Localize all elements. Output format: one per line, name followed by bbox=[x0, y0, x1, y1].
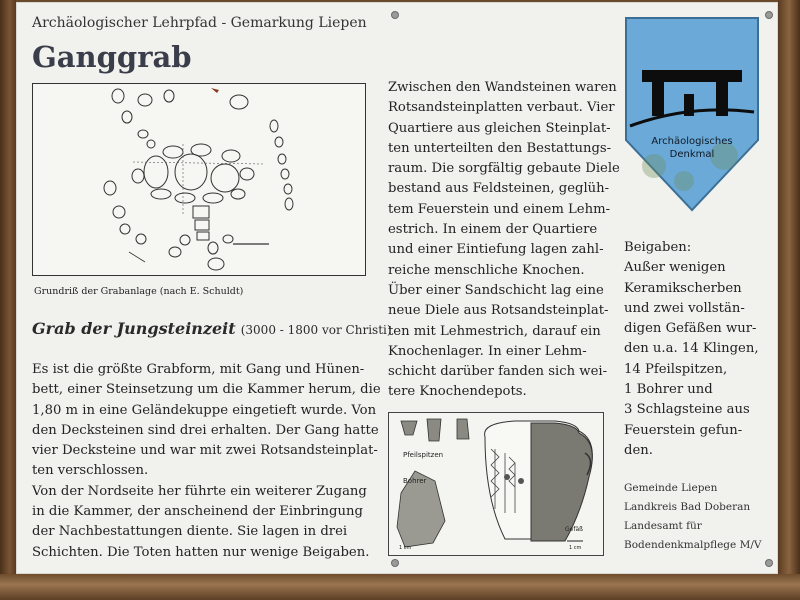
text-line: Außer wenigen bbox=[624, 260, 726, 276]
text-line: Quartiere aus gleichen Steinplat- bbox=[388, 120, 611, 136]
text-line: Knochenlager. In einer Lehm- bbox=[388, 343, 587, 359]
text-line: 1 Bohrer und bbox=[624, 382, 713, 398]
text-line: ten mit Lehmestrich, darauf ein bbox=[388, 323, 601, 339]
text-line: neue Diele aus Rotsandsteinplat- bbox=[388, 303, 609, 319]
scale-vessel: 1 cm bbox=[569, 545, 582, 551]
text-line: Es ist die größte Grabform, mit Gang und Hünen- bbox=[32, 362, 365, 377]
text-line: digen Gefäßen wur- bbox=[624, 321, 757, 337]
sign-header: Archäologischer Lehrpfad - Gemarkung Liepen bbox=[32, 15, 367, 31]
text-line: in die Kammer, der anscheinend der Einbringung bbox=[32, 504, 363, 520]
dolmen-shield-icon bbox=[624, 16, 760, 212]
emblem-line-2: Denkmal bbox=[669, 149, 715, 160]
info-sign-panel bbox=[16, 2, 778, 574]
text-line: raum. Die sorgfältig gebaute Diele bbox=[388, 161, 620, 177]
text-line: Rotsandsteinplatten verbaut. Vier bbox=[388, 100, 615, 116]
scale-small: 1 cm bbox=[399, 545, 412, 551]
text-line: Von der Nordseite her führte ein weiterer Zugang bbox=[32, 483, 367, 499]
wood-frame-bottom bbox=[0, 574, 800, 600]
screw-icon bbox=[766, 12, 772, 18]
text-line: Keramikscherben bbox=[624, 280, 742, 296]
text-line: ten unterteilten den Bestattungs- bbox=[388, 140, 612, 156]
text-line: tem Feuerstein und einem Lehm- bbox=[388, 201, 611, 217]
text-line: und einer Eintiefung lagen zahl- bbox=[388, 242, 604, 258]
artifacts-figure bbox=[388, 412, 604, 556]
section-heading bbox=[32, 319, 392, 338]
grave-plan-drawing bbox=[33, 84, 365, 275]
text-line: und zwei vollstän- bbox=[624, 300, 745, 316]
text-line: den u.a. 14 Klingen, bbox=[624, 341, 759, 357]
text-line: bett, einer Steinsetzung um die Kammer herum, die bbox=[32, 382, 381, 398]
grave-plan-figure bbox=[32, 83, 366, 276]
wood-frame-left bbox=[0, 0, 16, 600]
body-text-column-2 bbox=[388, 78, 620, 403]
plan-caption: Grundriß der Grabanlage (nach E. Schuldt) bbox=[34, 286, 244, 297]
credit-line: Bodendenkmalpflege M/V bbox=[624, 539, 762, 551]
body-text-column-1 bbox=[32, 360, 381, 563]
emblem-line-1: Archäologisches bbox=[651, 136, 733, 147]
section-title: Grab der Jungsteinzeit bbox=[32, 319, 236, 338]
label-vessel: Gefäß bbox=[565, 526, 583, 533]
credit-line: Landkreis Bad Doberan bbox=[624, 501, 751, 513]
text-line: tere Knochendepots. bbox=[388, 384, 527, 400]
screw-icon bbox=[392, 12, 398, 18]
text-line: Beigaben: bbox=[624, 240, 692, 255]
monument-emblem bbox=[624, 16, 760, 212]
text-line: den Decksteinen sind drei erhalten. Der Gang hatte bbox=[32, 422, 379, 438]
wood-frame-right bbox=[778, 0, 800, 600]
text-line: vier Decksteine und war mit zwei Rotsandsteinplat- bbox=[32, 443, 378, 459]
artifacts-drawing bbox=[389, 413, 603, 555]
vessel-drawing bbox=[485, 421, 593, 541]
page-title: Ganggrab bbox=[32, 40, 192, 74]
text-line: Feuerstein gefun- bbox=[624, 422, 743, 438]
text-line: schicht darüber fanden sich wei- bbox=[388, 364, 608, 380]
text-line: Über einer Sandschicht lag eine bbox=[388, 282, 604, 298]
screw-icon bbox=[766, 560, 772, 566]
screw-icon bbox=[392, 560, 398, 566]
text-line: 3 Schlagsteine aus bbox=[624, 402, 750, 418]
section-period: (3000 - 1800 vor Christi) bbox=[240, 323, 392, 337]
arrowhead-icon bbox=[457, 419, 469, 439]
credit-line: Landesamt für bbox=[624, 520, 702, 532]
text-line: estrich. In einem der Quartiere bbox=[388, 222, 598, 238]
arrowhead-icon bbox=[427, 419, 441, 441]
text-line: ten verschlossen. bbox=[32, 463, 149, 479]
text-line: Schichten. Die Toten hatten nur wenige Beigaben. bbox=[32, 544, 370, 560]
text-line: reiche menschliche Knochen. bbox=[388, 262, 585, 278]
text-line: bestand aus Feldsteinen, geglüh- bbox=[388, 181, 610, 197]
text-line: 14 Pfeilspitzen, bbox=[624, 361, 728, 377]
text-line: den. bbox=[624, 442, 653, 458]
arrowhead-icon bbox=[401, 421, 417, 435]
text-line: 1,80 m in eine Geländekuppe eingetieft wurde. Von bbox=[32, 402, 377, 418]
grave-goods-text bbox=[624, 238, 774, 461]
text-line: der Nachbestattungen diente. Sie lagen in drei bbox=[32, 524, 348, 540]
credit-line: Gemeinde Liepen bbox=[624, 482, 718, 494]
text-line: Zwischen den Wandsteinen waren bbox=[388, 80, 617, 95]
issuer-credits bbox=[624, 479, 774, 555]
label-drill: Bohrer bbox=[403, 477, 427, 485]
label-arrowheads: Pfeilspitzen bbox=[403, 451, 444, 459]
